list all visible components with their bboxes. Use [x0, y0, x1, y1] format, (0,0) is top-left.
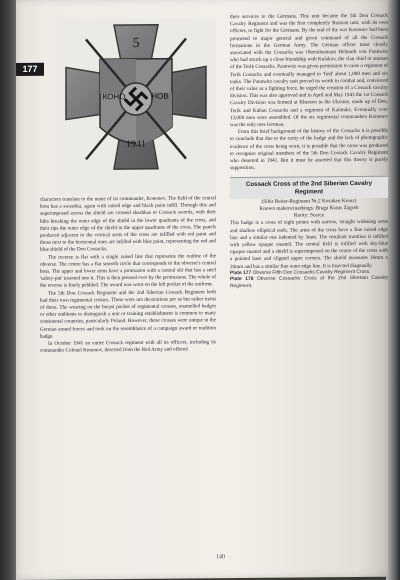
next-page-edge	[386, 0, 400, 580]
plate-number-tab: 177	[16, 63, 44, 76]
cross-left-word: КОНО	[102, 92, 126, 102]
right-text-column	[230, 13, 388, 291]
paragraph: The reverse is flat with a single raised line that represents the outline of the obverse. The centre has a flat smooth circle that corresponds to the obverse's central boss. The upper and lower arms have a protrusion with a central slit that has a steel 'safety-pin' inserted into it. This is then pressed over by the protrusions. The whole of the reverse is finely pebbled. The award was worn on the left pocket of the uniform.	[40, 252, 216, 290]
cross-number: 5	[132, 35, 140, 51]
caption-label: Plate 177	[230, 270, 252, 277]
cossack-cross-photo	[56, 18, 216, 194]
cross-badge-image	[56, 18, 216, 194]
section-heading: Cossack Cross of the 2nd Siberian Cavalry Regiment	[245, 180, 373, 197]
paragraph: From this brief background of the history of the Cossacks it is possible to conclude that due to the rarity of the badge and the lack of photographic evidence of the cross being worn, it is possible that the cross was produced to recognise original members of the 5th Don Cossack Cavalry Regiment who deserted in 1941. But it must be asserted that this theory is purely supposition.	[230, 128, 388, 172]
page-number: 140	[216, 554, 225, 561]
plate-caption	[230, 276, 388, 291]
known-makers: Known makers/markings: Braga Kraus Zagreb	[259, 205, 359, 213]
cross-year: 1941	[126, 138, 146, 151]
paragraph: their services to the Germans. This unit became the 5th Don Cossack Cavalry Regiment and was the first completely Russian unit, with its own officers, to fight for the Germans. By the end of the war Kononov had been promoted to major general and given command of all the Cossack formations in the German Army. The German officer most closely associated with the Cossacks was Oberstleutnant Helmuth von Pannwitz who had struck up a close friendship with Kulakov, the clan chief or ataman of the Terik Cossacks. Pannwitz was given permission to raise a regiment of Terik Cossacks and eventually managed to 'find' about 1,000 men and six tanks. The Pannwitz cavalry unit proved its worth in combat and, convinced of their value as a fighting force, he urged the creation of a Cossack cavalry division. This was also approved and in April and May 1943 the 1st Cossack Cavalry Division was formed at Kherson in the Ukraine, made up of Don, Terik and Kuban Cossacks and a regiment of Kalmuks. Eventually over 12,000 men were assembled. Of the six regimental commanders Kononov was the only non-German.	[230, 12, 388, 129]
badge-heading-box	[230, 176, 388, 199]
cross-right-word: НОВ	[151, 91, 169, 101]
paragraph: This badge is a cross of eight points with narrow, straight widening arms and shallow elliptical ends. The arms of the cross have a fine raised edge line and a similar one indented by 3mm. The resultant tramline is infilled with yellow opaque enamel. The central field is infilled with sky-blue opaque enamel and a shield is superimposed on the centre of the cross with a pointed base and clipped upper corners. The shield measures 18mm x 20mm and has a similar fine outer edge line. It is bisected diagonally	[230, 219, 388, 270]
caption-label: Plate 178	[230, 277, 254, 283]
left-text-column	[40, 195, 216, 355]
paragraph: The 5th Don Cossack Regiment and the 2nd Siberian Cossack Regiment both had their own regimental crosses. These were not decorations per se but rather items of dress. The wearing on the breast pocket of regimental crosses, enamelled badges or other emblems to distinguish a unit or training establishment is common to many continental countries, particularly Poland. However, these crosses were unique in the German armed forces and took on the resemblance of a campaign award or tradition badge.	[40, 288, 216, 340]
paragraph: In October 1941 an entire Cossack regiment with all its officers, including its commander Colonel Kononov, deserted from the Red Army and offered	[40, 339, 216, 355]
caption-text: Obverse Fifth Don Cossacks Cavalry Regiment Cross.	[252, 269, 371, 276]
book-page	[16, 0, 388, 580]
section-subtitle: (Sibir Reiter-Regiment Nr.2 Kosaken Kreuz)	[261, 198, 357, 206]
rarity: Rarity: Scarce	[293, 212, 325, 220]
caption-text: Obverse Cossacks Cross of the 2nd Siberian Cavalry Regiment.	[230, 276, 388, 290]
paragraph: characters translate to the name of its commander, Kononov. The field of the central boss has a swastika, again with raised edge and black paint infill. Through this and superimposed across the shield are crossed shashkas or Cossack swords, with their hilts breaking the outer edge of the shield in the lower quadrants of the cross, and their tips the outer edge of the shield in the upper quadrants of the cross. The panels produced adjacent to the vertical arms of the cross are infilled with red paint and those next to the horizontal ones are infilled with blue paint, representing the red and blue shield of the Don Cossacks.	[40, 195, 216, 254]
